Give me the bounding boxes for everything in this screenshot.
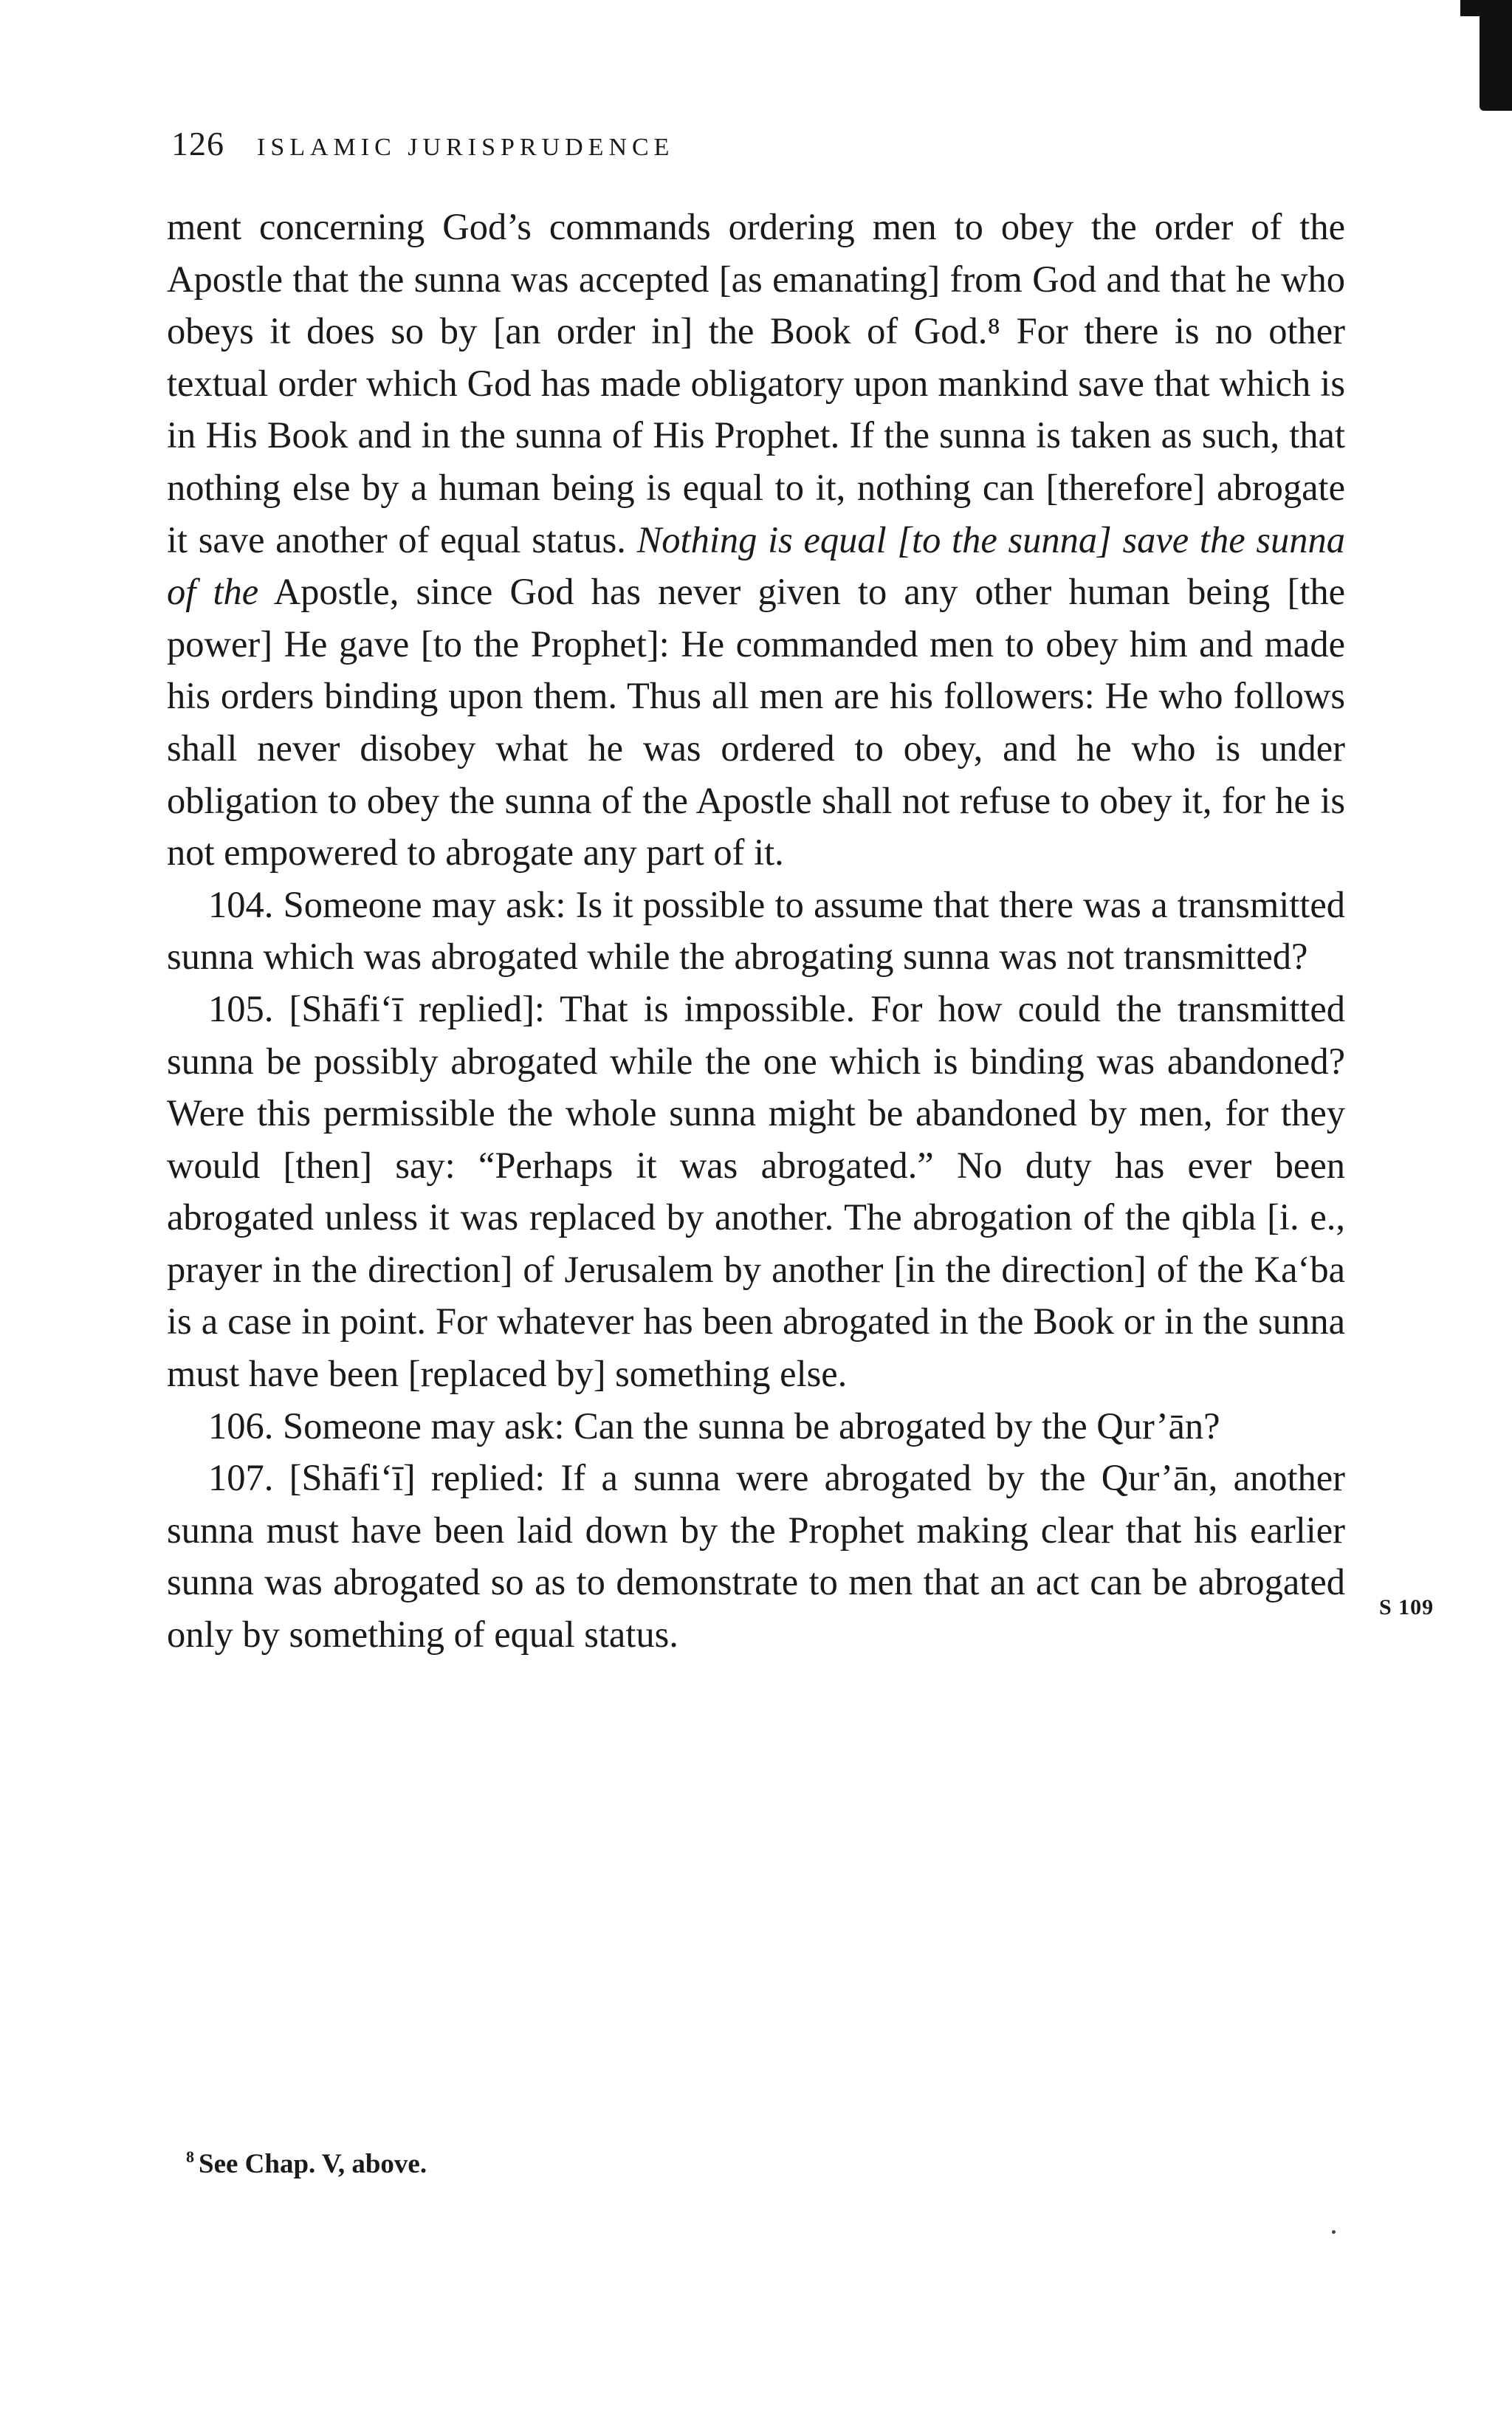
italic-phrase: Nothing is equal [to the sunna] save the sunna of the [167, 518, 1345, 613]
running-title: ISLAMIC JURISPRUDENCE [257, 134, 675, 161]
page-header [171, 124, 674, 163]
body-text [167, 201, 1345, 1661]
paragraph-107: 107. [Shāfi‘ī] replied: If a sunna were abrogated by the Qur’ān, another sunna must have been laid down by the Prophet making clear that his earlier sunna was abrogated so as to demonstrate to men that an act can be abrogated only by something of equal status. [167, 1457, 1345, 1656]
page-corner-mark [1480, 0, 1512, 111]
margin-section-ref: S 109 [1379, 1595, 1434, 1619]
footnote-marker: 8 [186, 2147, 194, 2166]
paragraph-104: 104. Someone may ask: Is it possible to assume that there was a transmitted sunna which was abrogated while the abrogating sunna was not transmitted? [167, 883, 1345, 978]
footnote [186, 2147, 427, 2180]
page-number: 126 [171, 125, 224, 162]
footnote-text: See Chap. V, above. [199, 2149, 427, 2179]
paragraph-text: ment concerning God’s commands ordering men to obey the order of the Apostle that the sunna was accepted [as emanating] from God and that he who obeys it does so by [an order in] the Book of God.⁸ For there is no other textual order which God has made obligatory upon mankind save that which is in His Book and in the sunna of His Prophet. If the sunna is taken as such, that nothing else by a human being is equal to it, nothing can [therefore] abrogate it save another of equal status. [167, 206, 1345, 560]
paragraph-105: 105. [Shāfi‘ī replied]: That is impossible. For how could the transmitted sunna be possibly abrogated while the one which is binding was abandoned? Were this permissible the whole sunna might be abandoned by men, for they would [then] say: “Perhaps it was abrogated.” No duty has ever been abrogated unless it was replaced by another. The abrogation of the qibla [i. e., prayer in the direction] of Jerusalem by another [in the direction] of the Ka‘ba is a case in point. For whatever has been abrogated in the Book or in the sunna must have been [replaced by] something else. [167, 987, 1345, 1395]
paragraph-continuation [167, 201, 1345, 879]
paragraph-106: 106. Someone may ask: Can the sunna be abrogated by the Qur’ān? [208, 1405, 1220, 1447]
scan-speck [1332, 2230, 1336, 2234]
paragraph-text-rest: Apostle, since God has never given to any other human being [the power] He gave [to the Prophet]: He commanded men to obey him and made his orders binding upon them. Thus all men are his followers: He who follows shall never disobey what he was ordered to obey, and he who is under obligation to obey the sunna of the Apostle shall not refuse to obey it, for he is not empowered to abrogate any part of it. [167, 571, 1346, 874]
